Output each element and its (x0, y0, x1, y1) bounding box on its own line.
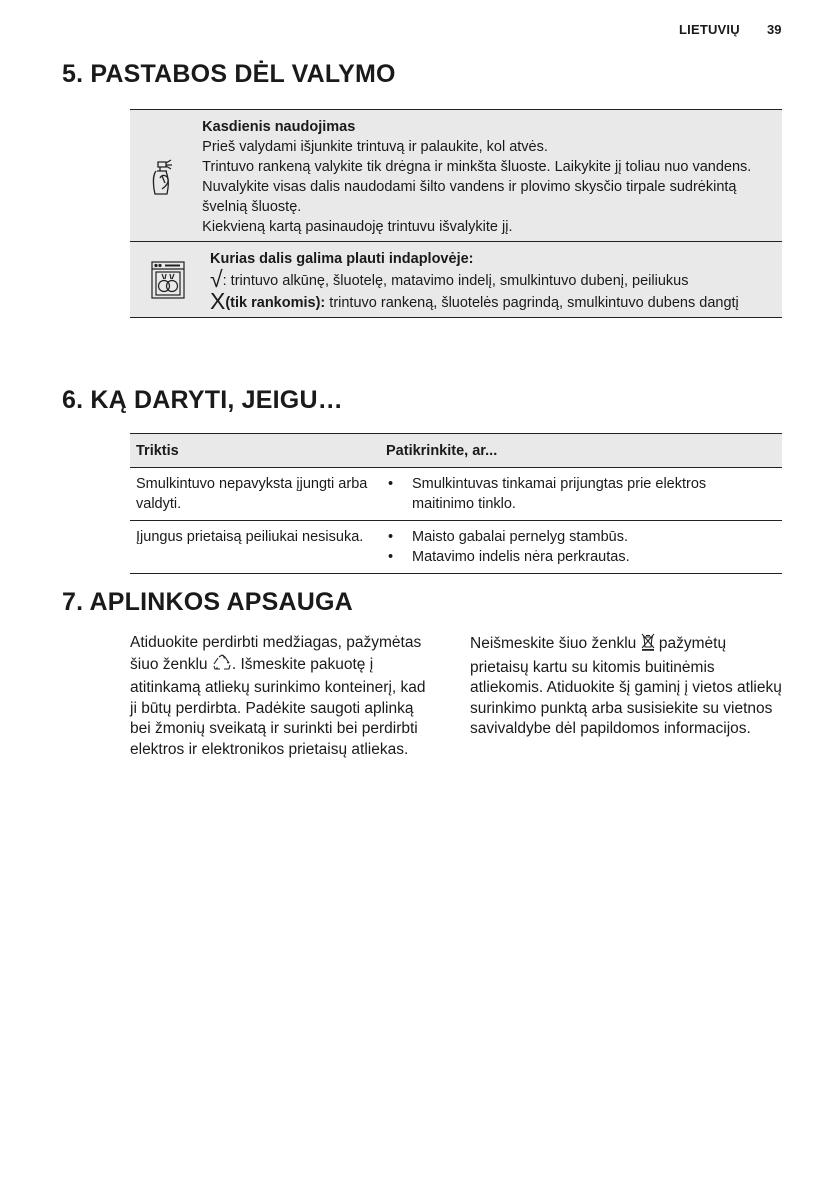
cleaning-daily-line: Trintuvo rankeną valykite tik drėgna ir minkšta šluoste. Laikykite jį toliau nuo vandens. (202, 159, 752, 175)
handwash-text: trintuvo rankeną, šluotelės pagrindą, smulkintuvo dubens dangtį (325, 295, 739, 311)
handwash-label: (tik rankomis): (225, 295, 326, 311)
dishwasher-handwash (210, 288, 739, 314)
dishwasher-allowed-text: : trintuvo alkūnę, šluotelę, matavimo indelį, smulkintuvo dubenį, peiliukus (222, 273, 689, 289)
table-row (130, 468, 782, 521)
page-number: 39 (767, 22, 782, 37)
troubleshooting-table (130, 433, 782, 574)
check-text: Maisto gabalai pernelyg stambūs. (412, 529, 629, 545)
spray-bottle-icon (130, 110, 198, 241)
check-cell (380, 468, 782, 520)
cleaning-row-dishwasher (130, 242, 782, 318)
check-item (386, 474, 772, 514)
column-header-problem: Triktis (136, 443, 179, 459)
problem-cell: Įjungus prietaisą peiliukai nesisuka. (136, 529, 364, 545)
crossed-bin-icon (641, 633, 655, 658)
dishwasher-allowed (210, 266, 739, 292)
environment-text-right (470, 633, 782, 740)
section-title-troubleshooting: 6. KĄ DARYTI, JEIGU… (62, 386, 343, 414)
column-header-check: Patikrinkite, ar... (386, 443, 498, 459)
env-right-text-start: Neišmeskite šiuo ženklu (470, 635, 641, 652)
env-right-text-end: pažymėtų prietaisų kartu su kitomis buitinėmis atliekomis. Atiduokite šį gaminį į vietos atliekų surinkimo punktą arba susisiekite su vietnos savivaldybe dėl papildomos informacijos. (470, 635, 782, 737)
check-mark-icon: √ (210, 266, 223, 292)
cleaning-row-daily (130, 110, 782, 242)
bullet-icon: • (388, 529, 394, 545)
cleaning-daily-line: Kiekvieną kartą pasinaudoję trintuvu išvalykite jį. (202, 219, 513, 235)
cleaning-daily-text (198, 110, 782, 241)
env-left-text-start: Atiduokite perdirbti medžiagas, pažymėtas šiuo ženklu (130, 634, 422, 673)
cross-mark-icon: X (210, 288, 226, 314)
dishwasher-heading: Kurias dalis galima plauti indaplovėje: (210, 251, 474, 267)
check-text: Smulkintuvas tinkamai prijungtas prie elektros maitinimo tinklo. (412, 476, 707, 512)
recycling-icon (212, 654, 232, 679)
problem-cell: Smulkintuvo nepavyksta įjungti arba valdyti. (136, 476, 368, 512)
header-language: LIETUVIŲ (679, 22, 740, 37)
dishwasher-icon (130, 242, 206, 317)
cleaning-daily-line: Nuvalykite visas dalis naudodami šilto vandens ir plovimo skysčio tirpale sudrėkintą švelnią šluostę. (202, 179, 737, 215)
check-item (386, 547, 772, 567)
cleaning-table (130, 109, 782, 318)
cleaning-daily-line: Prieš valydami išjunkite trintuvą ir palaukite, kol atvės. (202, 139, 548, 155)
bullet-icon: • (388, 549, 394, 565)
section-title-cleaning: 5. PASTABOS DĖL VALYMO (62, 60, 396, 88)
cleaning-daily-heading: Kasdienis naudojimas (202, 119, 356, 135)
bullet-icon: • (388, 476, 394, 492)
table-header-row (130, 434, 782, 468)
section-title-environment: 7. APLINKOS APSAUGA (62, 588, 353, 616)
cleaning-dishwasher-text (206, 242, 747, 317)
check-cell (380, 521, 782, 573)
env-left-text-end: . Išmeskite pakuotę į atitinkamą atliekų surinkimo konteinerį, kad ji būtų perdirbta. Padėkite saugoti aplinką bei žmonių sveikatą ir surinkti bei perdirbti elektros ir elektronikos prietaisų atliekas. (130, 655, 426, 758)
table-row (130, 521, 782, 574)
environment-text-left (130, 633, 430, 760)
check-item (386, 527, 772, 547)
check-text: Matavimo indelis nėra perkrautas. (412, 549, 630, 565)
